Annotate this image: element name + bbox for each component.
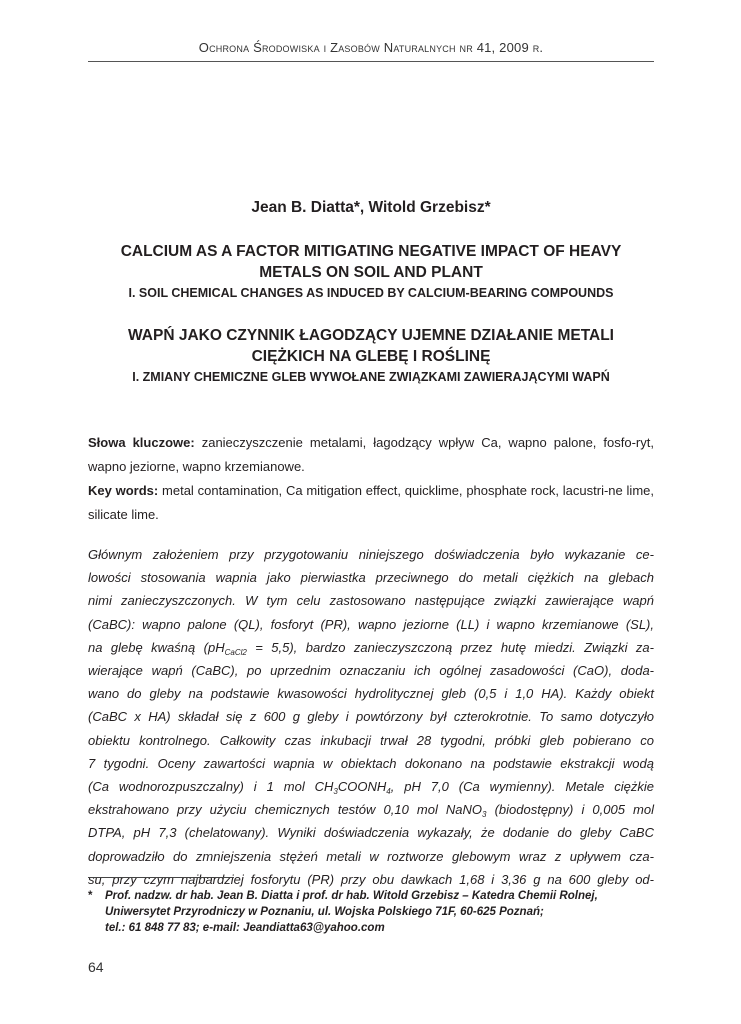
subscript: 4 xyxy=(386,787,391,797)
keywords-section xyxy=(88,431,654,527)
abstract-line xyxy=(88,636,654,659)
keywords-english xyxy=(88,479,654,527)
abstract-text: , pH 7,0 (Ca wymienny). Metale ciężkie xyxy=(390,779,654,795)
abstract-text: na glebę kwaśną (pH xyxy=(88,639,225,655)
abstract-line: wierające wapń (CaBC), po uprzednim oznaczaniu ich ogólnej zasadowości (CaO), doda- xyxy=(88,663,654,679)
subscript: CaCl2 xyxy=(224,647,247,657)
footnote-rule xyxy=(88,877,234,878)
abstract-text: COONH xyxy=(337,779,387,795)
footnote-line-1: Prof. nadzw. dr hab. Jean B. Diatta i prof. dr hab. Witold Grzebisz – Katedra Chemii Rolnej, xyxy=(105,890,598,902)
running-head: Ochrona Środowiska i Zasobów Naturalnych nr 41, 2009 r. xyxy=(198,40,544,55)
abstract-line: wano do gleby na podstawie kwasowości hydrolitycznej gleb (0,5 i 1,0 HA). Każdy obiekt xyxy=(88,686,654,702)
footnote-text xyxy=(105,888,654,936)
abstract-line: Głównym założeniem przy przygotowaniu niniejszego doświadczenia było wykazanie ce- xyxy=(88,547,654,562)
title-polish-line-1: WAPŃ JAKO CZYNNIK ŁAGODZĄCY UJEMNE DZIAŁANIE METALI xyxy=(128,327,614,344)
abstract-line: (CaBC x HA) składał się z 600 g gleby i powtórzony był czterokrotnie. To samo dotyczyło xyxy=(88,709,654,725)
abstract-text: (biodostępny) i 0,005 mol xyxy=(486,802,654,818)
abstract-text: ekstrahowano przy użyciu chemicznych testów 0,10 mol NaNO xyxy=(88,802,483,818)
keywords-polish-text: zanieczyszczenie metalami, łagodzący wpływ Ca, wapno palone, fosfo-ryt, wapno jeziorne, wapno krzemianowe. xyxy=(88,435,654,474)
abstract xyxy=(88,543,654,891)
subtitle-english: I. SOIL CHEMICAL CHANGES AS INDUCED BY CALCIUM-BEARING COMPOUNDS xyxy=(128,286,614,300)
footnote-mark: * xyxy=(88,890,93,902)
keywords-polish-label: Słowa kluczowe: xyxy=(88,435,195,450)
subtitle-polish: I. ZMIANY CHEMICZNE GLEB WYWOŁANE ZWIĄZKAMI ZAWIERAJĄCYMI WAPŃ xyxy=(132,370,610,384)
abstract-line: nimi zanieczyszczonych. W tym celu zastosowano następujące związki zawierające wapń xyxy=(88,593,654,609)
title-polish-main xyxy=(88,325,654,367)
subscript: 3 xyxy=(482,810,487,820)
abstract-line xyxy=(88,775,654,798)
abstract-line: 7 tygodni. Oceny zawartości wapnia w obiektach dokonano na podstawie ekstrakcji wodą xyxy=(88,755,654,771)
keywords-english-label: Key words: xyxy=(88,483,159,498)
title-english-line-1: CALCIUM AS A FACTOR MITIGATING NEGATIVE IMPACT OF HEAVY xyxy=(120,243,622,260)
abstract-line: (CaBC): wapno palone (QL), fosforyt (PR), wapno jeziorne (LL) i wapno krzemianowe (SL), xyxy=(88,616,654,632)
abstract-line: su, przy czym najbardziej fosforytu (PR) przy obu dawkach 1,68 i 3,36 g na 600 gleby od- xyxy=(88,871,654,887)
subscript: 3 xyxy=(333,787,338,797)
abstract-text: = 5,5), bardzo zanieczyszczoną przez hutę miedzi. Związki za- xyxy=(246,639,654,655)
page-number: 64 xyxy=(88,959,104,975)
title-polish xyxy=(88,325,654,386)
abstract-line: lowości stosowania wapnia jako pierwiastka przeciwnego do metali ciężkich na glebach xyxy=(88,570,654,586)
footnote-line-2: Uniwersytet Przyrodniczy w Poznaniu, ul. Wojska Polskiego 71F, 60-625 Poznań; xyxy=(105,906,544,918)
title-english-line-2: METALS ON SOIL AND PLANT xyxy=(259,264,483,281)
abstract-line xyxy=(88,798,654,821)
abstract-line: obiektu kontrolnego. Całkowity czas inkubacji trwał 28 tygodni, próbki gleb pobierano co xyxy=(88,732,654,748)
abstract-line: DTPA, pH 7,3 (chelatowany). Wyniki doświadczenia wykazały, że dodanie do gleby CaBC xyxy=(88,825,654,841)
title-polish-line-2: CIĘŻKICH NA GLEBĘ I ROŚLINĘ xyxy=(251,348,491,365)
abstract-text: (Ca wodnorozpuszczalny) i 1 mol CH xyxy=(88,779,334,795)
title-english-main xyxy=(88,241,654,283)
footnote xyxy=(88,888,654,936)
abstract-line: doprowadziło do zmniejszenia stężeń metali w roztworze glebowym wraz z upływem cza- xyxy=(88,848,654,864)
footnote-line-3: tel.: 61 848 77 83; e-mail: Jeandiatta63@yahoo.com xyxy=(105,922,385,934)
keywords-english-text: metal contamination, Ca mitigation effect, quicklime, phosphate rock, lacustri-ne lime, silicate lime. xyxy=(88,483,654,522)
keywords-polish xyxy=(88,431,654,479)
authors: Jean B. Diatta*, Witold Grzebisz* xyxy=(251,199,491,216)
title-english xyxy=(88,241,654,302)
header-rule xyxy=(88,61,654,62)
